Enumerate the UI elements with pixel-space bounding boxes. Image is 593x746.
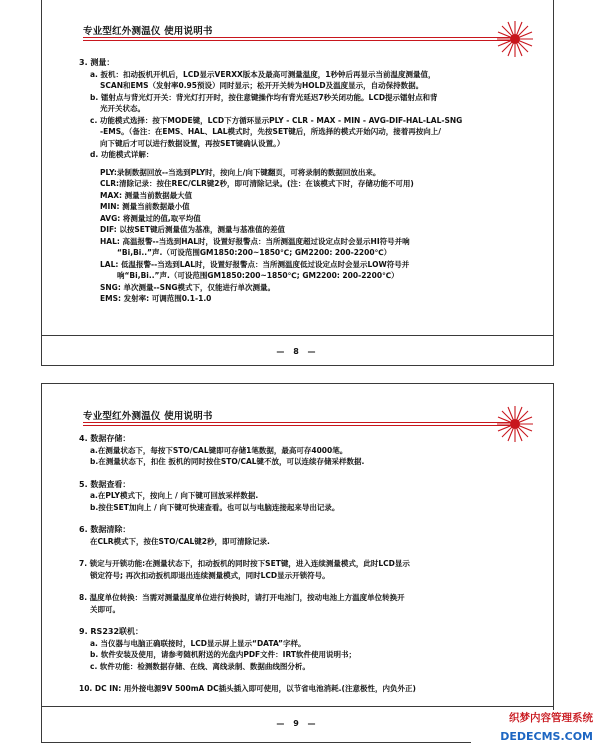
mode-line: PLY:录制数据回放--当选到PLY时，按向上/向下键翻页，可将录制的数据回放出来。: [100, 167, 381, 177]
text-line: 向下键后才可以进行数据设置，再按SET键确认设置。）: [100, 138, 285, 148]
text-line: 光开关状态。: [100, 104, 145, 113]
footer-rule: [42, 706, 553, 707]
mode-line: MIN: 测量当前数据最小值: [100, 202, 190, 211]
text-line: a. 扳机：扣动扳机开机后，LCD显示VERXX版本及最高可测量温度，1秒钟后再显示当前温度测量值，: [90, 69, 436, 79]
header-rule: [83, 37, 513, 38]
mode-line: AVG: 将测量过的值,取平均值: [100, 213, 201, 223]
page8-content: [79, 57, 537, 305]
footer-rule: [42, 335, 553, 336]
page-header: [42, 384, 553, 424]
text-line: a. 当仪器与电脑正确联接时，LCD显示屏上显示“DATA”字样。: [90, 638, 306, 648]
page9-content: [79, 433, 537, 695]
manual-page-9: [41, 383, 554, 743]
text-line: c. 软件功能：检测数据存储、在线、离线录制、数据曲线图分析。: [90, 661, 310, 671]
text-line: -EMS。（备注：在EMS、HAL、LAL模式时，先按SET键后，所选择的模式开始闪动，接着再按向上/: [100, 127, 441, 136]
header-title: 专业型红外测温仪 使用说明书: [83, 411, 213, 422]
text-line: a.在PLY模式下，按向上 / 向下键可回放采样数据.: [90, 491, 259, 500]
text-line: SCAN和EMS（发射率0.95预设）同时显示；松开开关转为HOLD及温度显示，自动保持数据。: [100, 81, 424, 90]
mode-line: 响“Bi,Bi..”声.（可设范围GM1850:200~1850℃; GM2200: 200-2200℃）: [117, 271, 399, 280]
header-rule: [83, 422, 513, 423]
watermark-url: DEDECMS.COM: [471, 727, 593, 746]
section-title: 3. 测量：: [79, 58, 115, 67]
page-header: [42, 0, 553, 39]
mode-line: SNG: 单次测量--SNG模式下，仅能进行单次测量。: [100, 282, 276, 292]
text-line: d. 功能模式详解：: [90, 150, 154, 159]
text-line: b. 镭射点与背光灯开关：背光灯打开时，按住意键操作均有背光延迟7秒关闭功能。LCD提示镭射点和背: [90, 92, 438, 102]
text-line: c. 功能模式选择：按下MODE键，LCD下方循环显示PLY - CLR - MAX - MIN - AVG-DIF-HAL-LAL-SNG: [90, 115, 463, 125]
manual-page-8: [41, 0, 554, 366]
watermark-text: 织梦内容管理系统: [471, 710, 593, 727]
text-line: 锁定符号; 再次扣动扳机即退出连续测量模式，同时LCD显示开锁符号。: [90, 570, 330, 580]
text-line: b. 软件安装及使用，请参考随机附送的光盘内PDF文件：IRT软件使用说明书；: [90, 650, 357, 659]
header-title: 专业型红外测温仪 使用说明书: [83, 26, 213, 37]
section-title: 9. RS232联机：: [79, 627, 144, 636]
mode-line: HAL: 高温报警--当选到HAL时，设置好报警点：当所测温度超过设定点时会显示HI符号并响: [100, 236, 410, 246]
text-line: 10. DC IN: 用外接电源9V 500mA DC插头插入即可使用，以节省电池消耗.(注意极性，内负外正): [79, 684, 416, 693]
mode-line: LAL: 低温报警--当选到LAL时，设置好报警点：当所测温度低过设定点时会显示LOW符号并: [100, 259, 410, 269]
text-line: b.在测量状态下，扣住 扳机的同时按住STO/CAL键不放，可以连续存储采样数据.: [90, 457, 365, 466]
header-rule-thin: [83, 40, 513, 41]
text-line: b.按住SET加向上 / 向下键可快速查看。也可以与电脑连接起来导出记录。: [90, 502, 340, 512]
starburst-icon: [495, 19, 535, 59]
text-line: a.在测量状态下，每按下STO/CAL键即可存储1笔数据，最高可存4000笔。: [90, 445, 348, 455]
mode-line: DIF: 以按SET键后测量值为基准，测量与基准值的差值: [100, 225, 285, 234]
text-line: 在CLR模式下，按住STO/CAL键2秒，即可清除记录.: [90, 536, 270, 546]
mode-line: EMS: 发射率: 可调范围0.1-1.0: [100, 294, 212, 303]
page-number: — 9 —: [276, 719, 319, 728]
mode-line: “Bi,Bi..”声.（可设范围GM1850:200~1850℃; GM2200: 200-2200℃）: [117, 248, 392, 257]
mode-line: MAX: 测量当前数据最大值: [100, 190, 193, 200]
mode-line: CLR:清除记录：按住REC/CLR键2秒，即可清除记录。(注：在该模式下时，存储功能不可用): [100, 179, 414, 188]
page-number: — 8 —: [276, 347, 319, 356]
section-title: 4. 数据存储：: [79, 434, 131, 443]
section-title: 5. 数据查看：: [79, 479, 131, 489]
text-line: 关即可。: [90, 604, 120, 614]
header-rule-thin: [83, 425, 513, 426]
text-line: 8. 温度单位转换：当需对测量温度单位进行转换时，请打开电池门，按动电池上方温度单位转换开: [79, 593, 405, 602]
text-line: 7. 锁定与开锁功能:在测量状态下，扣动扳机的同时按下SET键，进入连续测量模式，此时LCD显示: [79, 559, 410, 568]
section-title: 6. 数据清除：: [79, 525, 131, 534]
